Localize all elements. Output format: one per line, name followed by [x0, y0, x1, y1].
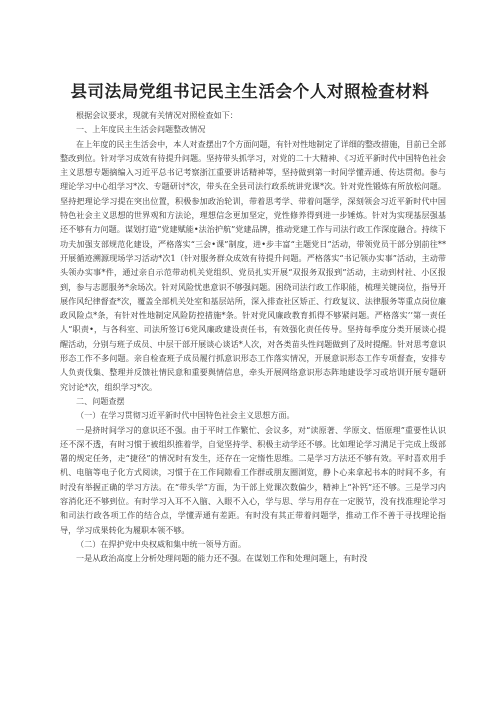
- subsection-heading-1: （一）在学习贯彻习近平新时代中国特色社会主义思想方面。: [76, 410, 295, 421]
- section-heading-2: 二、问题查摆: [76, 395, 125, 406]
- subsection1-paragraph: 一是挤时间学习的意识还不强。由于平时工作繁忙、会议多，对“读原著、学原文、悟原理”重要性认识还不深不透，有时习惯于被组织推着学，自觉坚持学、积极主动学还不够。比如理论学习满足于完成上级部署的规定任务，走“捷径”的情况时有发生，还存在一定惰性思维。二是学习方法还不够有效。平时喜欢用手机、电脑等电子化方式阅读，习惯于在工作间隙看工作群或朋友圈浏览，静卜心来拿起书本的时间不多，有时没有举握正确的学习方法。在“带头学”方面，为干部上党课次数偏少，精神上“补钙”还不够。三是学习内容消化还不够到位。有时学习入耳不入脑、入眼不入心，学与思、学与用存在一定脱节，没有找准理论学习和司法行政各项工作的结合点，学懂弄通有差距。有时没有其正带着问题学，推动工作不善于寻找理论指导，学习成果转化为履职本领不够。: [60, 424, 446, 535]
- intro-paragraph: 根据会议要求，现就有关情况对照检查如下：: [76, 110, 238, 120]
- section1-paragraph: 在上年度的民主生活会中，本人对查摆出7个方面问题，有针对性地制定了详细的整改措施，目前已全部整改到位。针对学习成效有待提升问题。坚持带头抓学习，对党的二十大精神、《习近平新时代中国特色社会主义思想专题摘编入习近平总书记考察浙江重要讲话精神等，坚持做到第一时间学懂弄通、传达贯彻。参与理论学习中心组学习*次、专题研讨*次，带头在全县司法行政系统讲党课*次。针对党性锻炼有所放松问题。坚持把理论学习提在突出位置，积极参加政治轮训，带着思考学、带着问题学，深刻领会习近平新时代中国特色社会主义思想的世界观和方法论，理想信念更加坚定，党性修养得到进一步锤炼。针对为实现基层强基还不够有力问题。谋划打造“党建赋能•法治护航”党建品牌，推动党建工作与司法行政工作深度融合。持续下功夫加强支部规范化建设，严格落实“三会•课”制度，进•步丰富“主题党日”活动，带领党员干部分别前往**开展循迹溯源现场学习活动*次1（针对服务群众成效有待提升问题。严格落实“书记领办实事”活动，主动带头领办实事*件，通过亲自示范带动机关党组织、党员扎实开展“双报务双报到”活动，主动到村社、小区报到，参与志愿服务*余场次。针对风险忧患意识不够强问题。困绕司法行政工作职能，梳理关键岗位，指导开展作风纪律督查*次，覆盖全部机关处室和基层站所，深入排查社区矫正、行政复议、法律服务等重点岗位廉政风险点*条，有针对性地制定风险防控措施*条。针对党风廉政教育抓得不够紧问题。严格落实’’第一责任人”职责•，与各科室、司法所签订6党风廉政建设责任书，有效强化责任传导。坚持每季度分类开展谈心提醒活动，分别与班子成员、中层干部开展谈心谈话*人次，对各类苗头性问题做到了及时提醒。针对思考意识形态工作不多问题。亲自检查班子成员履行抓意识形态工作落实情况，开展意识形态工作专项督查，安排专人负责伐集、整理并反馈社情民意和重要舆情信息，牵头开展网络意识形态阵地建设学习或培训开展专题研究讨论*次，组织学习*次。: [60, 138, 446, 392]
- document-title: 县司法局党组书记民主生活会个人对照检查材料: [70, 82, 430, 101]
- document-body: [60, 108, 446, 566]
- section-heading-1: 一、上年度民主生活会问题整改情况: [76, 124, 206, 135]
- subsection-heading-2: （二）在捍护党中央权威和集中统一领导方面。: [76, 538, 246, 549]
- subsection2-paragraph: 一是从政治高度上分析处理问题的能力还不强。在谋划工作和处理问题上，有时没: [76, 553, 368, 564]
